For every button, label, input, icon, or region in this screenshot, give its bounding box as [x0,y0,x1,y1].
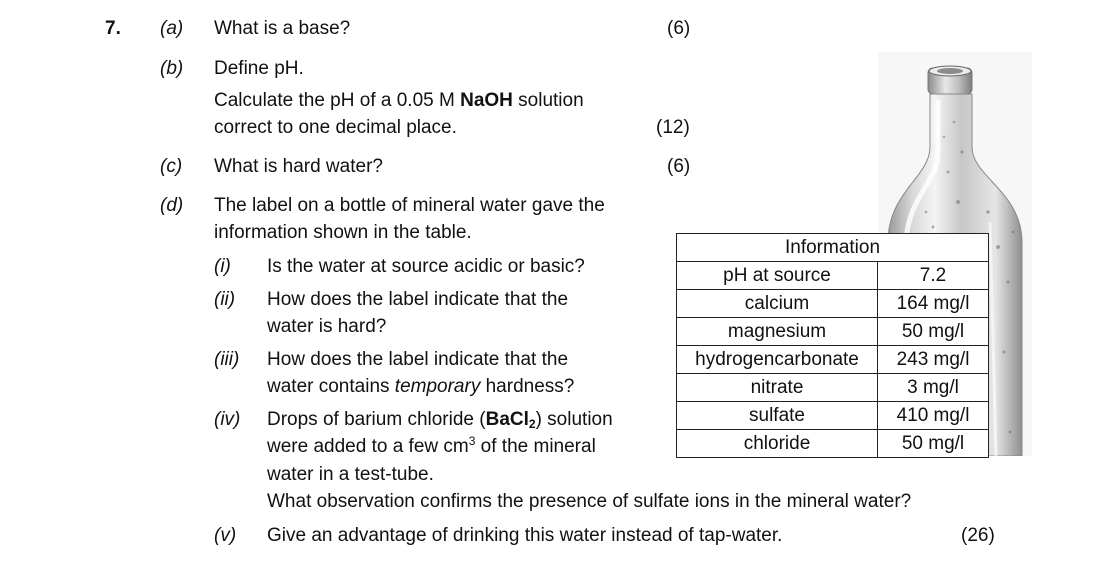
question-number: 7. [105,18,121,39]
table-row [677,290,989,318]
row-value: 243 mg/l [878,346,989,374]
table-row [677,374,989,402]
subpart-iv-line1: Drops of barium chloride (BaCl$_2$) solution [267,409,613,431]
part-c-label: (c) [160,156,183,177]
subpart-iii-label: (iii) [214,349,240,370]
table-row [677,430,989,458]
part-b-marks: (12) [656,117,690,138]
part-b-label: (b) [160,58,184,79]
table-header-row [677,234,989,262]
table-row [677,346,989,374]
subpart-ii-line2: water is hard? [267,316,387,337]
part-d-label: (d) [160,195,184,216]
part-b-line2: Calculate the pH of a 0.05 M NaOH solution [214,90,584,111]
part-a-label: (a) [160,18,184,39]
row-name: magnesium [677,318,878,346]
information-table [676,233,989,458]
part-b-line3: correct to one decimal place. [214,117,457,138]
part-b-line1: Define pH. [214,58,304,79]
row-name: nitrate [677,374,878,402]
subpart-v-text: Give an advantage of drinking this water instead of tap-water. [267,525,783,546]
row-name: calcium [677,290,878,318]
subpart-iii-line1: How does the label indicate that the [267,349,569,370]
subpart-iv-label: (iv) [214,409,241,430]
row-value: 50 mg/l [878,318,989,346]
part-c-marks: (6) [667,156,691,177]
subpart-iii-line2: water contains temporary hardness? [267,376,575,397]
row-value: 410 mg/l [878,402,989,430]
table-row [677,262,989,290]
row-value: 3 mg/l [878,374,989,402]
subpart-ii-line1: How does the label indicate that the [267,289,569,310]
table-row [677,402,989,430]
subpart-v-label: (v) [214,525,237,546]
subpart-iv-line3: water in a test-tube. [267,464,434,485]
row-name: sulfate [677,402,878,430]
table-header: Information [677,234,989,262]
part-d-line1: The label on a bottle of mineral water gave the [214,195,605,216]
subpart-iv-line4: What observation confirms the presence of sulfate ions in the mineral water? [267,491,912,512]
part-a-marks: (6) [667,18,691,39]
subpart-iv-line2: were added to a few $cm^3$ of the mineral [267,434,596,457]
table-row [677,318,989,346]
part-a-text: What is a base? [214,18,351,39]
row-value: 50 mg/l [878,430,989,458]
subpart-v-marks: (26) [961,525,995,546]
row-value: 7.2 [878,262,989,290]
subpart-ii-label: (ii) [214,289,236,310]
row-name: hydrogencarbonate [677,346,878,374]
part-c-text: What is hard water? [214,156,383,177]
row-value: 164 mg/l [878,290,989,318]
subpart-i-label: (i) [214,256,231,277]
row-name: chloride [677,430,878,458]
subpart-i-text: Is the water at source acidic or basic? [267,256,585,277]
part-d-line2: information shown in the table. [214,222,472,243]
row-name: pH at source [677,262,878,290]
